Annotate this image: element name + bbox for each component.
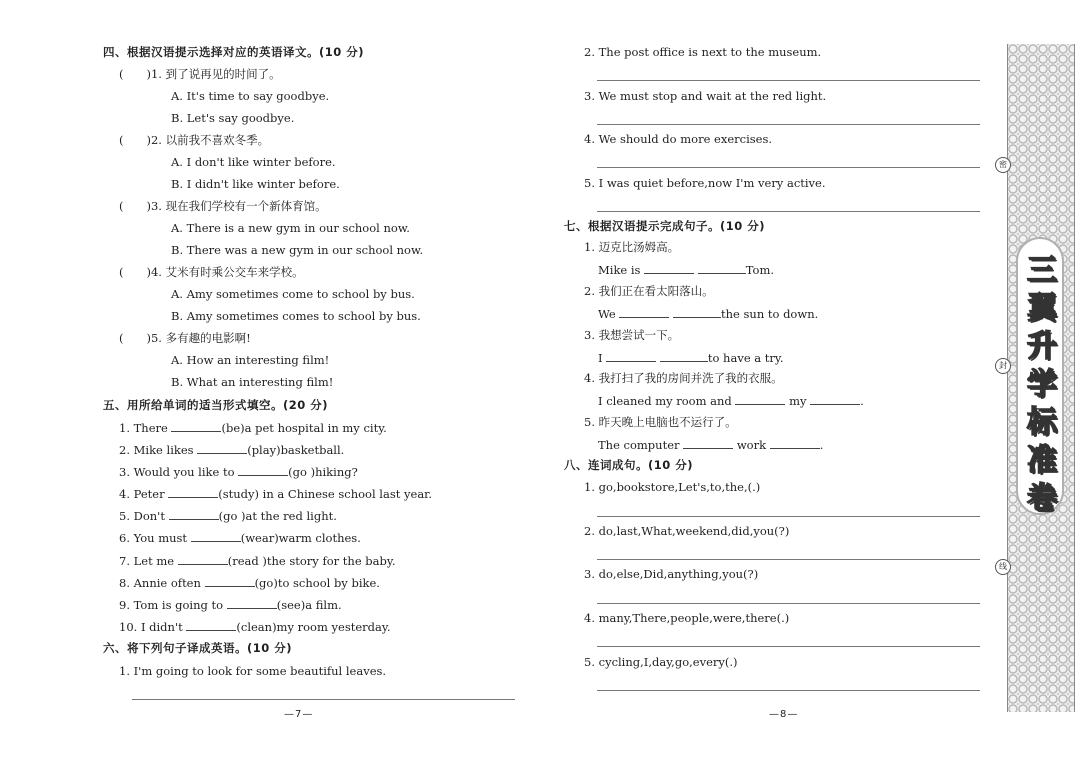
series-title-char: 学 <box>1027 367 1057 402</box>
s6-q5: 5. I was quiet before,now I'm very active. <box>584 176 826 190</box>
fill-blank[interactable] <box>169 508 219 520</box>
fill-blank[interactable] <box>660 350 708 362</box>
s5-item-3: 3. Would you like to (go )hiking? <box>119 465 358 479</box>
section-4-title: 四、根据汉语提示选择对应的英语译文。(10 分) <box>103 45 365 59</box>
s8-q2-answer-line[interactable] <box>597 559 980 560</box>
section-8-title: 八、连词成句。(10 分) <box>564 458 694 472</box>
s5-item-8: 8. Annie often (go)to school by bike. <box>119 576 380 590</box>
s4-q5: ( )5. 多有趣的电影啊! <box>119 331 251 345</box>
s4-q3-option-a: A. There is a new gym in our school now. <box>171 221 410 235</box>
series-title-char: 三 <box>1027 253 1057 288</box>
fill-blank[interactable] <box>186 619 236 631</box>
s7-q3: 3. 我想尝试一下。 <box>584 328 680 342</box>
page-number: —8— <box>769 709 799 720</box>
s7-q2-sentence: We the sun to down. <box>598 307 819 321</box>
fill-blank[interactable] <box>178 553 228 565</box>
s4-q4: ( )4. 艾米有时乘公交车来学校。 <box>119 265 304 279</box>
s4-q3: ( )3. 现在我们学校有一个新体育馆。 <box>119 199 327 213</box>
s6-q2: 2. The post office is next to the museum. <box>584 45 822 59</box>
s5-item-6: 6. You must (wear)warm clothes. <box>119 531 361 545</box>
series-title-box <box>1016 237 1064 515</box>
s5-item-1: 1. There (be)a pet hospital in my city. <box>119 421 387 435</box>
s6-q4: 4. We should do more exercises. <box>584 132 773 146</box>
s4-q2-option-a: A. I don't like winter before. <box>171 155 336 169</box>
fill-blank[interactable] <box>227 597 277 609</box>
fill-blank[interactable] <box>673 306 721 318</box>
fill-blank[interactable] <box>619 306 669 318</box>
s4-q5-option-b: B. What an interesting film! <box>171 375 334 389</box>
s7-q4-sentence: I cleaned my room and my . <box>598 394 864 408</box>
s8-q5: 5. cycling,I,day,go,every(.) <box>584 655 738 669</box>
s6-q1: 1. I'm going to look for some beautiful leaves. <box>119 664 387 678</box>
s4-q2: ( )2. 以前我不喜欢冬季。 <box>119 133 270 147</box>
section-6-title: 六、将下列句子译成英语。(10 分) <box>103 641 293 655</box>
s5-item-2: 2. Mike likes (play)basketball. <box>119 443 345 457</box>
s6-q1-answer-line[interactable] <box>132 699 515 700</box>
s7-q4: 4. 我打扫了我的房间并洗了我的衣服。 <box>584 371 783 385</box>
s8-q1: 1. go,bookstore,Let's,to,the,(.) <box>584 480 761 494</box>
s5-item-5: 5. Don't (go )at the red light. <box>119 509 337 523</box>
series-title-char: 标 <box>1027 405 1057 440</box>
s8-q3-answer-line[interactable] <box>597 603 980 604</box>
s7-q1: 1. 迈克比汤姆高。 <box>584 240 680 254</box>
fill-blank[interactable] <box>735 393 785 405</box>
fill-blank[interactable] <box>197 442 247 454</box>
fill-blank[interactable] <box>644 262 694 274</box>
s7-q5-sentence: The computer work . <box>598 438 824 452</box>
s8-q2: 2. do,last,What,weekend,did,you(?) <box>584 524 790 538</box>
binding-mark: 线 <box>995 559 1011 575</box>
fill-blank[interactable] <box>810 393 860 405</box>
fill-blank[interactable] <box>205 575 255 587</box>
s4-q5-option-a: A. How an interesting film! <box>171 353 330 367</box>
series-title-char: 准 <box>1027 443 1057 478</box>
fill-blank[interactable] <box>191 530 241 542</box>
s4-q1-option-a: A. It's time to say goodbye. <box>171 89 330 103</box>
fill-blank[interactable] <box>606 350 656 362</box>
s7-q2: 2. 我们正在看太阳落山。 <box>584 284 714 298</box>
binding-mark: 封 <box>995 358 1011 374</box>
fill-blank[interactable] <box>171 420 221 432</box>
s4-q3-option-b: B. There was a new gym in our school now. <box>171 243 424 257</box>
page-number: —7— <box>284 709 314 720</box>
series-title-char: 升 <box>1027 329 1057 364</box>
s4-q4-option-b: B. Amy sometimes comes to school by bus. <box>171 309 421 323</box>
binding-mark: 密 <box>995 157 1011 173</box>
fill-blank[interactable] <box>238 464 288 476</box>
s8-q1-answer-line[interactable] <box>597 516 980 517</box>
s8-q4: 4. many,There,people,were,there(.) <box>584 611 790 625</box>
s5-item-10: 10. I didn't (clean)my room yesterday. <box>119 620 391 634</box>
s5-item-7: 7. Let me (read )the story for the baby. <box>119 554 396 568</box>
s4-q1: ( )1. 到了说再见的时间了。 <box>119 67 281 81</box>
s4-q4-option-a: A. Amy sometimes come to school by bus. <box>171 287 415 301</box>
s4-q2-option-b: B. I didn't like winter before. <box>171 177 340 191</box>
right-page <box>540 0 980 763</box>
s8-q4-answer-line[interactable] <box>597 646 980 647</box>
s6-q3-answer-line[interactable] <box>597 124 980 125</box>
s5-item-9: 9. Tom is going to (see)a film. <box>119 598 342 612</box>
series-title-char: 卷 <box>1027 481 1057 516</box>
s4-q1-option-b: B. Let's say goodbye. <box>171 111 295 125</box>
fill-blank[interactable] <box>683 437 733 449</box>
s6-q5-answer-line[interactable] <box>597 211 980 212</box>
s8-q3: 3. do,else,Did,anything,you(?) <box>584 567 759 581</box>
fill-blank[interactable] <box>770 437 820 449</box>
series-title-char: 翼 <box>1027 291 1057 326</box>
fill-blank[interactable] <box>168 486 218 498</box>
s7-q1-sentence: Mike is Tom. <box>598 263 775 277</box>
section-5-title: 五、用所给单词的适当形式填空。(20 分) <box>103 398 329 412</box>
section-7-title: 七、根据汉语提示完成句子。(10 分) <box>564 219 766 233</box>
s6-q4-answer-line[interactable] <box>597 167 980 168</box>
s5-item-4: 4. Peter (study) in a Chinese school last year. <box>119 487 433 501</box>
fill-blank[interactable] <box>698 262 746 274</box>
s7-q5: 5. 昨天晚上电脑也不运行了。 <box>584 415 737 429</box>
s8-q5-answer-line[interactable] <box>597 690 980 691</box>
s6-q3: 3. We must stop and wait at the red light. <box>584 89 827 103</box>
s6-q2-answer-line[interactable] <box>597 80 980 81</box>
s7-q3-sentence: I to have a try. <box>598 351 784 365</box>
